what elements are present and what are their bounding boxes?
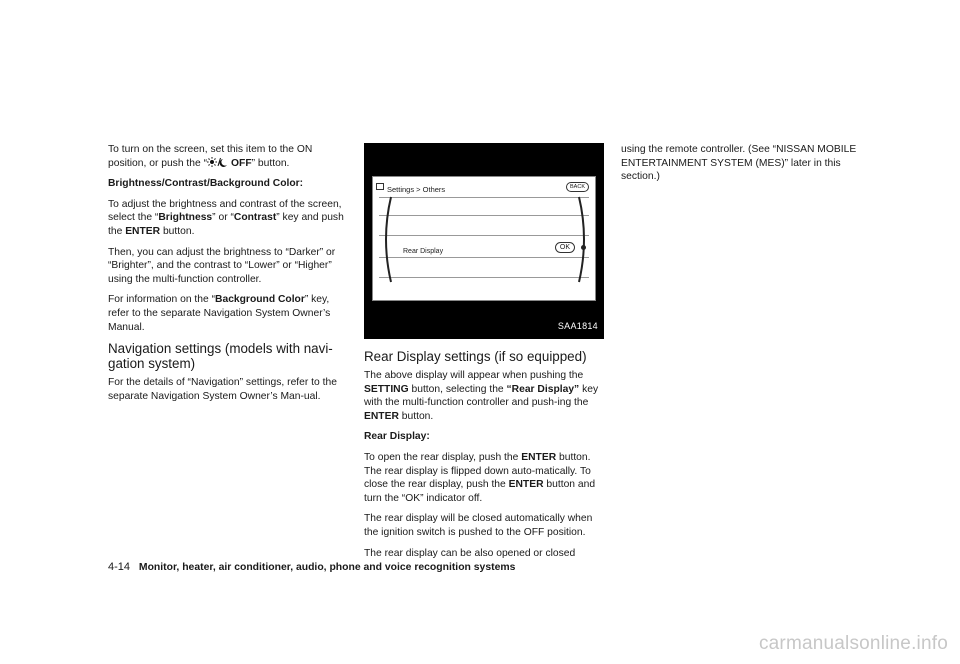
paragraph-screen-on: To turn on the screen, set this item to the ON position, or push the “ OFF” button. xyxy=(108,144,313,169)
paragraph-rear-auto-close: The rear display will be closed automatically when the ignition switch is pushed to the OFF position. xyxy=(364,513,593,538)
page-number: 4-14 xyxy=(108,561,131,573)
back-button: BACK xyxy=(566,182,589,192)
page-footer xyxy=(108,561,515,573)
footer-title: Monitor, heater, air conditioner, audio, phone and voice recognition systems xyxy=(138,562,516,573)
display-screen xyxy=(372,176,596,301)
paragraph-navigation: For the details of “Navigation” settings, refer to the separate Navigation System Owner’s Man-ual. xyxy=(108,377,337,402)
right-column xyxy=(621,143,861,191)
heading-rear-display: Rear Display: xyxy=(364,431,430,443)
paragraph-brightness: To adjust the brightness and contrast of the screen, select the “Brightness” or “Contrast” key and push the ENTER button. xyxy=(108,198,344,237)
heading-navigation-settings: Navigation settings (models with navi-gation system) xyxy=(108,341,333,372)
paragraph-remote-controller: using the remote controller. (See “NISSAN MOBILE ENTERTAINMENT SYSTEM (MES)” later in this section.) xyxy=(621,144,857,183)
heading-rear-display-settings: Rear Display settings (if so equipped) xyxy=(364,349,587,364)
left-column xyxy=(108,143,348,410)
brightness-icon xyxy=(207,157,231,167)
paragraph-adjust: Then, you can adjust the brightness to “Darker” or “Brighter”, and the contrast to “Lower” or “Higher” using the multi-function controller. xyxy=(108,246,336,285)
scroll-arc-graphic xyxy=(373,177,597,302)
paragraph-rear-open: To open the rear display, push the ENTER button. The rear display is flipped down auto-matically. To close the rear display, push the ENTER button and turn the “OK” indicator off. xyxy=(364,451,596,504)
ok-indicator: OK xyxy=(555,242,575,253)
watermark: carmanualsonline.info xyxy=(758,633,948,654)
paragraph-rear-remote: The rear display can be also opened or closed xyxy=(364,547,576,559)
middle-column xyxy=(364,143,604,567)
figure-code: SAA1814 xyxy=(557,321,598,332)
paragraph-background: For information on the “Background Color” key, refer to the separate Navigation System Owner’s Manual. xyxy=(108,294,331,333)
settings-screen-figure xyxy=(364,143,604,339)
screen-title: Settings > Others xyxy=(387,185,446,194)
paragraph-rear-intro: The above display will appear when pushing the SETTING button, selecting the “Rear Display” key with the multi-function controller and push-ing the ENTER button. xyxy=(364,370,599,422)
heading-brightness: Brightness/Contrast/Background Color: xyxy=(108,178,304,190)
rear-display-label: Rear Display xyxy=(403,248,444,255)
